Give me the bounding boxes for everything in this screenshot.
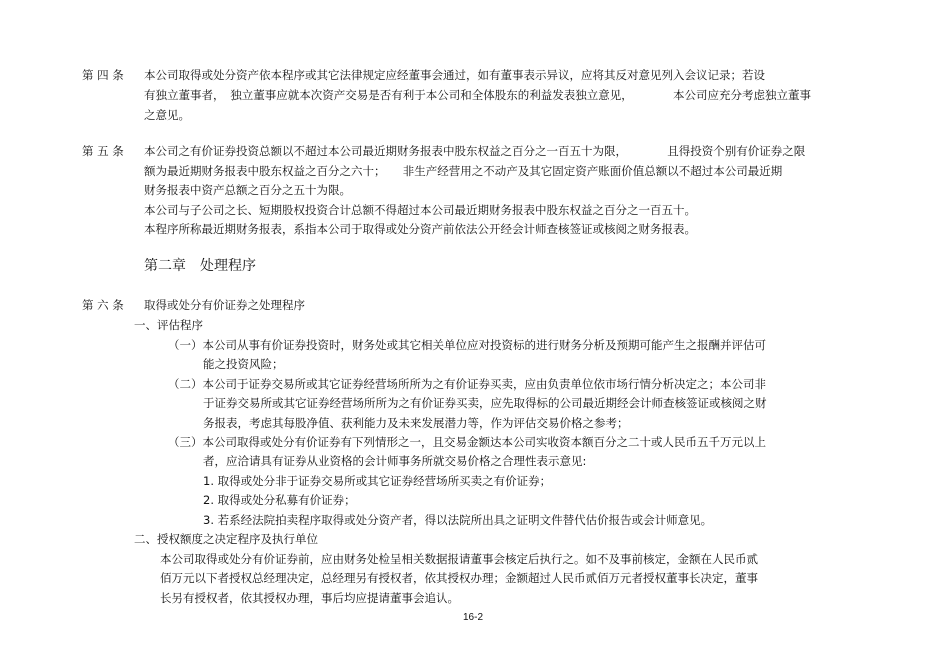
item-line: （二）本公司于证券交易所或其它证券经营场所所为之有价证券买卖，应由负责单位依市场行情分析决定之；本公司非 bbox=[168, 377, 766, 391]
chapter-title: 第二章 处理程序 bbox=[144, 258, 256, 274]
article-5-label: 第 五 条 bbox=[82, 144, 124, 158]
article-6-title: 取得或处分有价证券之处理程序 bbox=[144, 298, 305, 312]
article-5-line: 本公司与子公司之长、短期股权投资合计总额不得超过本公司最近期财务报表中股东权益之百分之一百五十。 bbox=[144, 203, 696, 217]
paragraph-line: 佰万元以下者授权总经理决定，总经理另有授权者，依其授权办理；金额超过人民币贰佰万元者授权董事长决定，董事 bbox=[160, 571, 758, 585]
item-line: （一）本公司从事有价证券投资时，财务处或其它相关单位应对投资标的进行财务分析及预期可能产生之报酬并评估可 bbox=[168, 338, 766, 352]
article-5-line: 本公司之有价证券投资总额以不超过本公司最近期财务报表中股东权益之百分之一百五十为限， 且得投资个别有价证券之限 bbox=[144, 144, 806, 158]
item-line: 于证券交易所或其它证券经营场所所为之有价证券买卖，应先取得标的公司最近期经会计师查核签证或核阅之财 bbox=[203, 396, 767, 410]
section-heading: 二、授权额度之决定程序及执行单位 bbox=[134, 532, 318, 546]
article-5-line: 本程序所称最近期财务报表，系指本公司于取得或处分资产前依法公开经会计师查核签证或核阅之财务报表。 bbox=[144, 222, 696, 236]
article-4-line: 有独立董事者， 独立董事应就本次资产交易是否有利于本公司和全体股东的利益发表独立意见， 本公司应充分考虑独立董事 bbox=[144, 88, 811, 102]
article-6-label: 第 六 条 bbox=[82, 298, 124, 312]
sub-item: 2. 取得或处分私募有价证券； bbox=[203, 493, 356, 507]
item-line: （三）本公司取得或处分有价证券有下列情形之一，且交易金额达本公司实收资本额百分之二十或人民币五千万元以上 bbox=[168, 435, 766, 449]
sub-item: 3. 若系经法院拍卖程序取得或处分资产者，得以法院所出具之证明文件替代估价报告或会计师意见。 bbox=[203, 513, 713, 527]
article-4-line: 之意见。 bbox=[144, 108, 190, 122]
sub-item: 1. 取得或处分非于证券交易所或其它证券经营场所买卖之有价证券； bbox=[203, 474, 552, 488]
item-line: 者，应洽请具有证券从业资格的会计师事务所就交易价格之合理性表示意见: bbox=[203, 454, 587, 468]
article-4-label: 第 四 条 bbox=[82, 68, 124, 82]
item-line: 能之投资风险； bbox=[203, 357, 284, 371]
article-5-line: 额为最近期财务报表中股东权益之百分之六十； 非生产经营用之不动产及其它固定资产账面价值总额以不超过本公司最近期 bbox=[144, 164, 783, 178]
article-4-line: 本公司取得或处分资产依本程序或其它法律规定应经董事会通过，如有董事表示异议，应将其反对意见列入会议记录；若设 bbox=[144, 68, 765, 82]
article-5-line: 财务报表中资产总额之百分之五十为限。 bbox=[144, 183, 351, 197]
item-line: 务报表，考虑其每股净值、获利能力及未来发展潜力等，作为评估交易价格之参考； bbox=[203, 416, 629, 430]
paragraph-line: 本公司取得或处分有价证券前，应由财务处检呈相关数据报请董事会核定后执行之。如不及事前核定，金额在人民币贰 bbox=[160, 552, 758, 566]
paragraph-line: 长另有授权者，依其授权办理，事后均应提请董事会追认。 bbox=[160, 591, 459, 605]
page-number: 16-2 bbox=[463, 612, 484, 623]
section-heading: 一、评估程序 bbox=[134, 318, 203, 332]
